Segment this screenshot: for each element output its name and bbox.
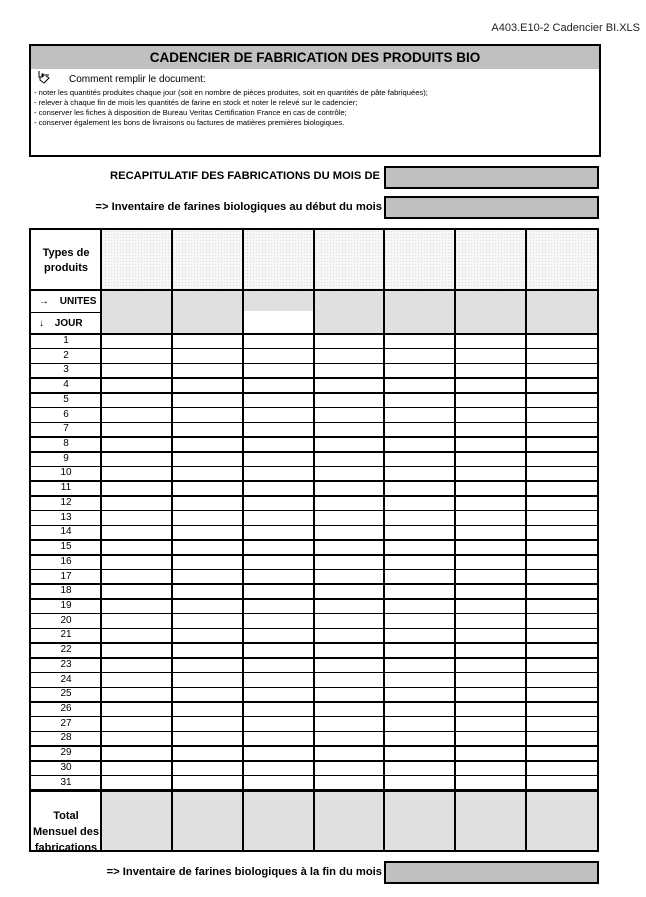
day-entry-cell[interactable] (243, 437, 314, 452)
day-entry-cell[interactable] (243, 702, 314, 717)
day-entry-cell[interactable] (384, 717, 455, 732)
day-entry-cell[interactable] (243, 570, 314, 585)
day-entry-cell[interactable] (101, 422, 172, 437)
day-entry-cell[interactable] (526, 334, 597, 349)
day-entry-cell[interactable] (172, 481, 243, 496)
day-entry-cell[interactable] (172, 599, 243, 614)
day-entry-cell[interactable] (455, 466, 526, 481)
day-number: 13 (60, 511, 72, 523)
day-entry-cell[interactable] (526, 731, 597, 746)
day-entry-cell[interactable] (455, 437, 526, 452)
day-entry-cell[interactable] (101, 511, 172, 526)
day-entry-cell[interactable] (314, 511, 385, 526)
day-entry-cell[interactable] (384, 658, 455, 673)
day-entry-cell[interactable] (526, 466, 597, 481)
day-entry-cell[interactable] (172, 349, 243, 364)
day-entry-cell[interactable] (526, 481, 597, 496)
day-entry-cell[interactable] (384, 746, 455, 761)
end-inventory-field[interactable] (384, 861, 599, 884)
day-number: 9 (63, 452, 69, 464)
day-entry-cell[interactable] (243, 422, 314, 437)
day-entry-cell[interactable] (172, 334, 243, 349)
day-entry-cell[interactable] (172, 687, 243, 702)
day-entry-cell[interactable] (243, 540, 314, 555)
day-entry-cell[interactable] (526, 702, 597, 717)
day-entry-cell[interactable] (384, 422, 455, 437)
day-number: 29 (60, 747, 72, 759)
day-entry-cell[interactable] (384, 570, 455, 585)
day-entry-cell[interactable] (384, 349, 455, 364)
column-divider (242, 230, 244, 850)
total-cell[interactable] (243, 790, 314, 850)
day-entry-cell[interactable] (384, 496, 455, 511)
day-entry-cell[interactable] (526, 496, 597, 511)
unit-cell[interactable] (384, 290, 455, 334)
total-cell[interactable] (314, 790, 385, 850)
day-entry-cell[interactable] (101, 349, 172, 364)
day-number: 23 (60, 658, 72, 670)
product-type-cell[interactable] (384, 230, 455, 290)
day-entry-cell[interactable] (526, 687, 597, 702)
day-entry-cell[interactable] (455, 408, 526, 423)
unit-cell[interactable] (172, 290, 243, 334)
day-entry-cell[interactable] (172, 717, 243, 732)
day-entry-cell[interactable] (101, 540, 172, 555)
day-entry-cell[interactable] (243, 673, 314, 688)
day-entry-cell[interactable] (243, 746, 314, 761)
day-entry-cell[interactable] (314, 584, 385, 599)
day-header (31, 313, 101, 335)
day-number: 11 (60, 482, 72, 494)
day-number: 26 (60, 703, 72, 714)
day-entry-cell[interactable] (243, 334, 314, 349)
day-entry-cell[interactable] (172, 437, 243, 452)
day-entry-cell[interactable] (172, 511, 243, 526)
unit-cell[interactable] (101, 290, 172, 334)
day-entry-cell[interactable] (314, 570, 385, 585)
day-number: 17 (60, 570, 72, 582)
day-entry-cell[interactable] (455, 334, 526, 349)
day-entry-cell[interactable] (314, 481, 385, 496)
day-entry-cell[interactable] (314, 393, 385, 408)
column-divider (100, 230, 102, 850)
product-type-cell[interactable] (243, 230, 314, 290)
day-entry-cell[interactable] (172, 408, 243, 423)
product-type-cell[interactable] (172, 230, 243, 290)
day-entry-cell[interactable] (243, 496, 314, 511)
day-entry-cell[interactable] (526, 378, 597, 393)
start-inventory-label: => Inventaire de farines biologiques au début du mois (95, 201, 382, 213)
day-entry-cell[interactable] (314, 466, 385, 481)
day-entry-cell[interactable] (384, 643, 455, 658)
document-title-text: CADENCIER DE FABRICATION DES PRODUITS BIO (149, 50, 481, 65)
day-entry-cell[interactable] (243, 614, 314, 629)
day-entry-cell[interactable] (455, 628, 526, 643)
day-entry-cell[interactable] (526, 628, 597, 643)
day-entry-cell[interactable] (243, 393, 314, 408)
day-entry-cell[interactable] (314, 422, 385, 437)
day-entry-cell[interactable] (243, 658, 314, 673)
day-entry-cell[interactable] (455, 540, 526, 555)
day-entry-cell[interactable] (455, 687, 526, 702)
day-entry-cell[interactable] (384, 437, 455, 452)
day-entry-cell[interactable] (172, 731, 243, 746)
total-cell[interactable] (384, 790, 455, 850)
day-entry-cell[interactable] (384, 599, 455, 614)
day-entry-cell[interactable] (101, 628, 172, 643)
day-entry-cell[interactable] (526, 717, 597, 732)
down-arrow-icon: ↓ (39, 318, 44, 329)
day-number: 27 (60, 717, 72, 729)
day-entry-cell[interactable] (384, 466, 455, 481)
day-entry-cell[interactable] (384, 540, 455, 555)
day-entry-cell[interactable] (314, 643, 385, 658)
day-entry-cell[interactable] (243, 555, 314, 570)
day-entry-cell[interactable] (314, 673, 385, 688)
day-entry-cell[interactable] (172, 643, 243, 658)
day-entry-cell[interactable] (455, 555, 526, 570)
day-entry-cell[interactable] (526, 363, 597, 378)
instruction-item: - conserver les fiches à disposition de Bureau Veritas Certification France en cas de contrôle; (34, 107, 347, 117)
day-entry-cell[interactable] (172, 525, 243, 540)
day-entry-cell[interactable] (526, 393, 597, 408)
day-number: 16 (60, 555, 72, 567)
total-cell[interactable] (526, 790, 597, 850)
day-entry-cell[interactable] (455, 643, 526, 658)
day-entry-cell[interactable] (455, 511, 526, 526)
document-reference: A403.E10-2 Cadencier BI.XLS (491, 22, 640, 34)
day-entry-cell[interactable] (314, 687, 385, 702)
day-entry-cell[interactable] (101, 378, 172, 393)
day-entry-cell[interactable] (526, 525, 597, 540)
unit-cell[interactable] (455, 290, 526, 334)
day-entry-cell[interactable] (172, 628, 243, 643)
pointing-hand-icon (37, 70, 51, 84)
day-entry-cell[interactable] (384, 702, 455, 717)
day-number: 15 (60, 541, 72, 553)
unit-cell[interactable] (526, 290, 597, 334)
instruction-item: - noter les quantités produites chaque jour (soit en nombre de pièces produites, soit en quantités de pâte fabriquées); (34, 88, 428, 97)
day-entry-cell[interactable] (526, 658, 597, 673)
unit-cell[interactable] (314, 290, 385, 334)
day-entry-cell[interactable] (243, 525, 314, 540)
day-number: 5 (63, 393, 69, 405)
day-entry-cell[interactable] (172, 555, 243, 570)
total-label: Total Mensuel des fabrications (32, 810, 100, 854)
day-entry-cell[interactable] (384, 731, 455, 746)
day-entry-cell[interactable] (172, 673, 243, 688)
day-entry-cell[interactable] (172, 422, 243, 437)
units-label: UNITES (59, 296, 97, 307)
day-entry-cell[interactable] (455, 481, 526, 496)
day-entry-cell[interactable] (101, 731, 172, 746)
day-entry-cell[interactable] (384, 408, 455, 423)
day-entry-cell[interactable] (384, 628, 455, 643)
day-entry-cell[interactable] (455, 746, 526, 761)
day-entry-cell[interactable] (172, 761, 243, 776)
instructions-list (34, 88, 428, 128)
day-entry-cell[interactable] (101, 466, 172, 481)
day-entry-cell[interactable] (243, 761, 314, 776)
day-entry-cell[interactable] (384, 481, 455, 496)
day-entry-cell[interactable] (455, 673, 526, 688)
day-number: 22 (60, 644, 72, 656)
day-entry-cell[interactable] (455, 496, 526, 511)
day-entry-cell[interactable] (101, 334, 172, 349)
day-number: 19 (60, 599, 72, 611)
day-entry-cell[interactable] (243, 481, 314, 496)
day-entry-cell[interactable] (314, 378, 385, 393)
end-inventory-label: => Inventaire de farines biologiques à la fin du mois (106, 866, 382, 878)
day-label: JOUR (54, 318, 83, 329)
day-entry-cell[interactable] (526, 746, 597, 761)
day-entry-cell[interactable] (314, 363, 385, 378)
day-entry-cell[interactable] (172, 540, 243, 555)
product-type-cell[interactable] (101, 230, 172, 290)
column-divider (525, 230, 527, 850)
day-entry-cell[interactable] (101, 717, 172, 732)
day-entry-cell[interactable] (314, 525, 385, 540)
day-entry-cell[interactable] (455, 363, 526, 378)
day-entry-cell[interactable] (101, 393, 172, 408)
day-entry-cell[interactable] (243, 363, 314, 378)
day-entry-cell[interactable] (314, 658, 385, 673)
day-entry-cell[interactable] (243, 466, 314, 481)
day-entry-cell[interactable] (101, 702, 172, 717)
unit-cell-shade (243, 290, 314, 311)
day-entry-cell[interactable] (101, 437, 172, 452)
day-entry-cell[interactable] (384, 378, 455, 393)
day-entry-cell[interactable] (455, 717, 526, 732)
day-entry-cell[interactable] (384, 363, 455, 378)
day-entry-cell[interactable] (101, 408, 172, 423)
day-entry-cell[interactable] (455, 584, 526, 599)
day-entry-cell[interactable] (101, 658, 172, 673)
total-cell[interactable] (455, 790, 526, 850)
day-entry-cell[interactable] (243, 584, 314, 599)
column-divider (171, 230, 173, 850)
day-entry-cell[interactable] (172, 584, 243, 599)
day-entry-cell[interactable] (455, 349, 526, 364)
day-entry-cell[interactable] (172, 393, 243, 408)
day-number: 30 (60, 761, 72, 773)
day-entry-cell[interactable] (172, 466, 243, 481)
day-entry-cell[interactable] (243, 452, 314, 467)
day-entry-cell[interactable] (384, 393, 455, 408)
day-entry-cell[interactable] (384, 525, 455, 540)
day-number: 10 (60, 467, 72, 479)
day-entry-cell[interactable] (172, 452, 243, 467)
day-entry-cell[interactable] (526, 349, 597, 364)
day-number: 31 (60, 776, 72, 788)
day-entry-cell[interactable] (243, 378, 314, 393)
day-entry-cell[interactable] (101, 746, 172, 761)
product-type-cell[interactable] (526, 230, 597, 290)
day-entry-cell[interactable] (526, 643, 597, 658)
day-entry-cell[interactable] (314, 496, 385, 511)
day-entry-cell[interactable] (243, 731, 314, 746)
day-entry-cell[interactable] (101, 452, 172, 467)
day-entry-cell[interactable] (455, 658, 526, 673)
day-number: 6 (63, 408, 69, 420)
day-entry-cell[interactable] (455, 378, 526, 393)
day-entry-cell[interactable] (455, 452, 526, 467)
units-header (31, 291, 101, 313)
day-entry-cell[interactable] (526, 511, 597, 526)
day-entry-cell[interactable] (455, 422, 526, 437)
day-entry-cell[interactable] (243, 628, 314, 643)
day-number: 28 (60, 732, 72, 744)
instruction-item: - conserver également les bons de livraisons ou factures de matières premières biologiques. (34, 117, 345, 127)
day-entry-cell[interactable] (314, 628, 385, 643)
day-number: 12 (60, 496, 72, 508)
day-entry-cell[interactable] (101, 687, 172, 702)
day-entry-cell[interactable] (526, 422, 597, 437)
day-entry-cell[interactable] (384, 614, 455, 629)
day-entry-cell[interactable] (172, 702, 243, 717)
day-number: 7 (63, 423, 69, 435)
day-entry-cell[interactable] (455, 731, 526, 746)
day-entry-cell[interactable] (314, 349, 385, 364)
day-number: 1 (63, 335, 69, 346)
day-entry-cell[interactable] (314, 452, 385, 467)
day-entry-cell[interactable] (101, 614, 172, 629)
day-number: 14 (60, 526, 72, 538)
day-entry-cell[interactable] (526, 614, 597, 629)
day-entry-cell[interactable] (101, 599, 172, 614)
day-number: 3 (63, 364, 69, 376)
day-entry-cell[interactable] (101, 496, 172, 511)
day-entry-cell[interactable] (101, 761, 172, 776)
day-entry-cell[interactable] (172, 658, 243, 673)
day-entry-cell[interactable] (526, 540, 597, 555)
day-entry-cell[interactable] (243, 349, 314, 364)
day-entry-cell[interactable] (314, 408, 385, 423)
day-entry-cell[interactable] (314, 599, 385, 614)
day-number: 8 (63, 438, 69, 450)
day-entry-cell[interactable] (101, 643, 172, 658)
day-entry-cell[interactable] (384, 555, 455, 570)
day-number: 25 (60, 688, 72, 700)
column-divider (313, 230, 315, 850)
day-entry-cell[interactable] (455, 761, 526, 776)
product-type-cell[interactable] (455, 230, 526, 290)
day-entry-cell[interactable] (243, 599, 314, 614)
day-entry-cell[interactable] (384, 687, 455, 702)
day-entry-cell[interactable] (455, 599, 526, 614)
day-entry-cell[interactable] (384, 511, 455, 526)
unit-cell[interactable] (243, 290, 314, 334)
day-number: 18 (60, 585, 72, 597)
day-entry-cell[interactable] (526, 599, 597, 614)
day-entry-cell[interactable] (243, 717, 314, 732)
instructions-box (29, 69, 601, 157)
start-inventory-field[interactable] (384, 196, 599, 219)
day-entry-cell[interactable] (314, 717, 385, 732)
right-arrow-icon: → (39, 296, 49, 307)
day-entry-cell[interactable] (172, 746, 243, 761)
day-entry-cell[interactable] (384, 761, 455, 776)
day-number: 20 (60, 614, 72, 626)
day-entry-cell[interactable] (314, 702, 385, 717)
product-types-header: Types de produits (42, 247, 90, 274)
day-entry-cell[interactable] (172, 496, 243, 511)
day-entry-cell[interactable] (314, 555, 385, 570)
day-entry-cell[interactable] (384, 584, 455, 599)
day-number: 4 (63, 379, 69, 391)
day-number: 2 (63, 349, 69, 361)
day-entry-cell[interactable] (314, 334, 385, 349)
day-entry-cell[interactable] (101, 555, 172, 570)
day-entry-cell[interactable] (526, 570, 597, 585)
day-entry-cell[interactable] (455, 702, 526, 717)
day-entry-cell[interactable] (101, 481, 172, 496)
day-number: 24 (60, 673, 72, 685)
day-entry-cell[interactable] (172, 363, 243, 378)
day-entry-cell[interactable] (101, 570, 172, 585)
day-entry-cell[interactable] (384, 452, 455, 467)
day-entry-cell[interactable] (314, 746, 385, 761)
day-entry-cell[interactable] (314, 614, 385, 629)
production-table (29, 228, 599, 852)
day-entry-cell[interactable] (455, 570, 526, 585)
day-entry-cell[interactable] (455, 525, 526, 540)
day-entry-cell[interactable] (314, 540, 385, 555)
day-number: 21 (60, 629, 72, 641)
day-entry-cell[interactable] (314, 437, 385, 452)
day-entry-cell[interactable] (384, 334, 455, 349)
month-field[interactable] (384, 166, 599, 189)
day-entry-cell[interactable] (526, 584, 597, 599)
day-entry-cell[interactable] (526, 452, 597, 467)
day-entry-cell[interactable] (526, 437, 597, 452)
product-type-cell[interactable] (314, 230, 385, 290)
day-entry-cell[interactable] (314, 731, 385, 746)
day-entry-cell[interactable] (172, 570, 243, 585)
day-entry-cell[interactable] (526, 761, 597, 776)
day-entry-cell[interactable] (455, 614, 526, 629)
day-entry-cell[interactable] (172, 378, 243, 393)
day-entry-cell[interactable] (101, 584, 172, 599)
total-cell[interactable] (101, 790, 172, 850)
instruction-item: - relever à chaque fin de mois les quantités de farine en stock et noter le relevé sur le cadencier; (34, 97, 358, 107)
day-entry-cell[interactable] (314, 761, 385, 776)
total-cell[interactable] (172, 790, 243, 850)
day-entry-cell[interactable] (243, 643, 314, 658)
day-entry-cell[interactable] (243, 687, 314, 702)
day-entry-cell[interactable] (243, 511, 314, 526)
day-entry-cell[interactable] (101, 673, 172, 688)
month-label: RECAPITULATIF DES FABRICATIONS DU MOIS DE (110, 170, 380, 182)
day-entry-cell[interactable] (101, 525, 172, 540)
day-entry-cell[interactable] (526, 555, 597, 570)
instructions-heading: Comment remplir le document: (69, 74, 206, 85)
column-divider (383, 230, 385, 850)
day-entry-cell[interactable] (455, 393, 526, 408)
column-divider (454, 230, 456, 850)
day-entry-cell[interactable] (172, 614, 243, 629)
document-title (29, 44, 601, 71)
day-entry-cell[interactable] (243, 408, 314, 423)
day-entry-cell[interactable] (384, 673, 455, 688)
day-entry-cell[interactable] (526, 408, 597, 423)
day-entry-cell[interactable] (101, 363, 172, 378)
day-entry-cell[interactable] (526, 673, 597, 688)
